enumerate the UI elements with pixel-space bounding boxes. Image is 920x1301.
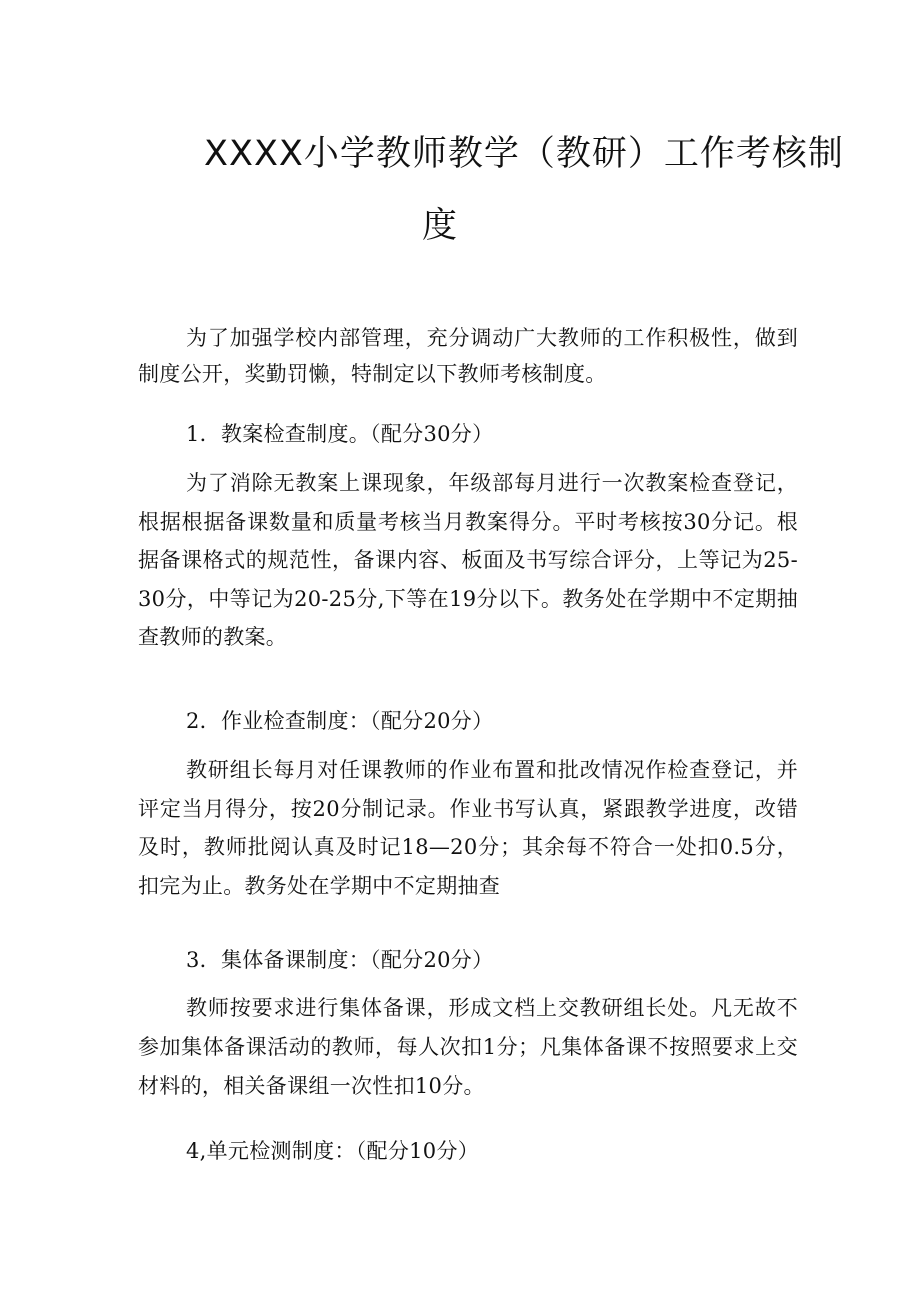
section-body-collective-lesson-prep: 教师按要求进行集体备课，形成文档上交教研组长处。凡无故不参加集体备课活动的教师，每人次扣1分；凡集体备课不按照要求上交材料的，相关备课组一次性扣10分。	[138, 996, 798, 1098]
section-heading-unit-test: 4,单元检测制度：（配分10分）	[186, 1139, 480, 1163]
section-heading-homework-check: 2．作业检查制度：（配分20分）	[186, 709, 494, 733]
section-body-homework-check: 教研组长每月对任课教师的作业布置和批改情况作检查登记，并评定当月得分，按20分制记录。作业书写认真，紧跟教学进度，改错及时，教师批阅认真及时记18—20分；其余每不符合一处扣0.5分，扣完为止。教务处在学期中不定期抽查	[138, 758, 798, 898]
section-body-lesson-plan-check: 为了消除无教案上课现象，年级部每月进行一次教案检查登记，根据根据备课数量和质量考核当月教案得分。平时考核按30分记。根据备课格式的规范性，备课内容、板面及书写综合评分，上等记为25-30分，中等记为20-25分,下等在19分以下。教务处在学期中不定期抽查教师的教案。	[138, 471, 798, 649]
section-heading-collective-lesson-prep: 3．集体备课制度：（配分20分）	[186, 948, 494, 972]
document-title-line-2: 度	[422, 206, 458, 246]
section-heading-lesson-plan-check: 1．教案检查制度。（配分30分）	[186, 422, 494, 446]
document-title-line-1: XXXX小学教师教学（教研）工作考核制	[204, 134, 844, 174]
intro-paragraph: 为了加强学校内部管理，充分调动广大教师的工作积极性，做到制度公开，奖勤罚懒，特制定以下教师考核制度。	[138, 326, 798, 386]
